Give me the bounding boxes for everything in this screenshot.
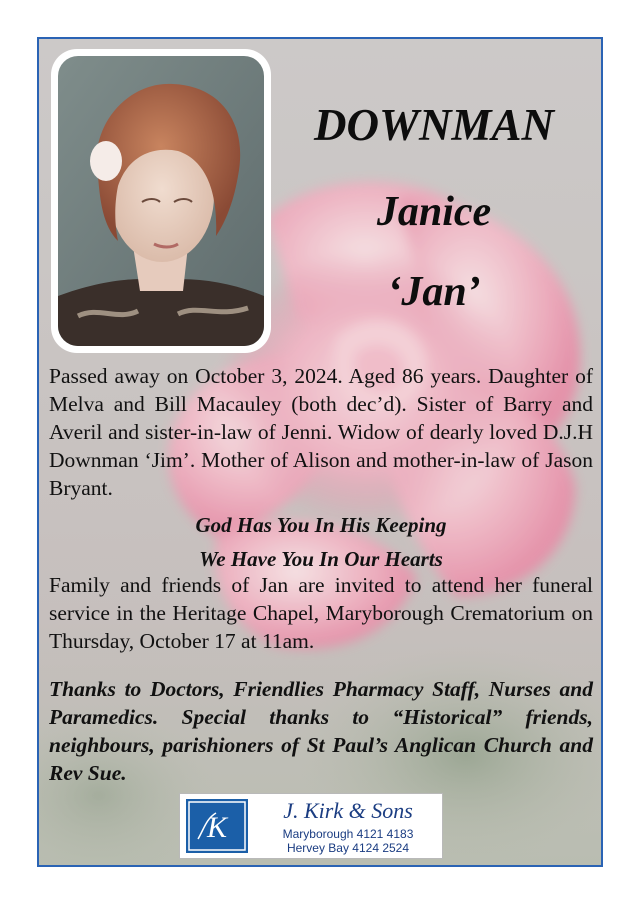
thanks-paragraph: Thanks to Doctors, Friendlies Pharmacy Staff, Nurses and Paramedics. Special thanks to “Historical” friends, neighbours, parishioners of St Paul’s Anglican Church and Rev Sue. <box>49 677 593 785</box>
verse-line-2: We Have You In Our Hearts <box>199 547 443 571</box>
funeral-director-ad <box>179 793 443 859</box>
kirk-logo <box>186 799 248 853</box>
obituary-paragraph: Passed away on October 3, 2024. Aged 86 years. Daughter of Melva and Bill Macauley (both dec’d). Sister of Barry and Averil and sister-in-law of Jenni. Widow of dearly loved D.J.H Downman ‘Jim’. Mother of Alison and mother-in-law of Jason Bryant. <box>49 364 593 500</box>
portrait-frame <box>51 49 271 353</box>
funeral-details-paragraph: Family and friends of Jan are invited to attend her funeral service in the Heritage Chapel, Maryborough Crematorium on Thursday, October 17 at 11am. <box>49 573 593 653</box>
portrait-photo <box>58 56 264 346</box>
phone-hervey-bay: Hervey Bay 4124 2524 <box>286 841 410 855</box>
nickname: ‘Jan’ <box>387 269 481 315</box>
logo-letter: K <box>206 811 228 844</box>
surname-heading: DOWNMAN <box>313 100 555 150</box>
phone-maryborough: Maryborough 4121 4183 <box>282 827 414 841</box>
verse-line-1: God Has You In His Keeping <box>195 513 447 537</box>
funeral-director-name: J. Kirk & Sons <box>283 798 413 823</box>
given-name: Janice <box>376 189 492 235</box>
death-notice <box>37 37 603 867</box>
